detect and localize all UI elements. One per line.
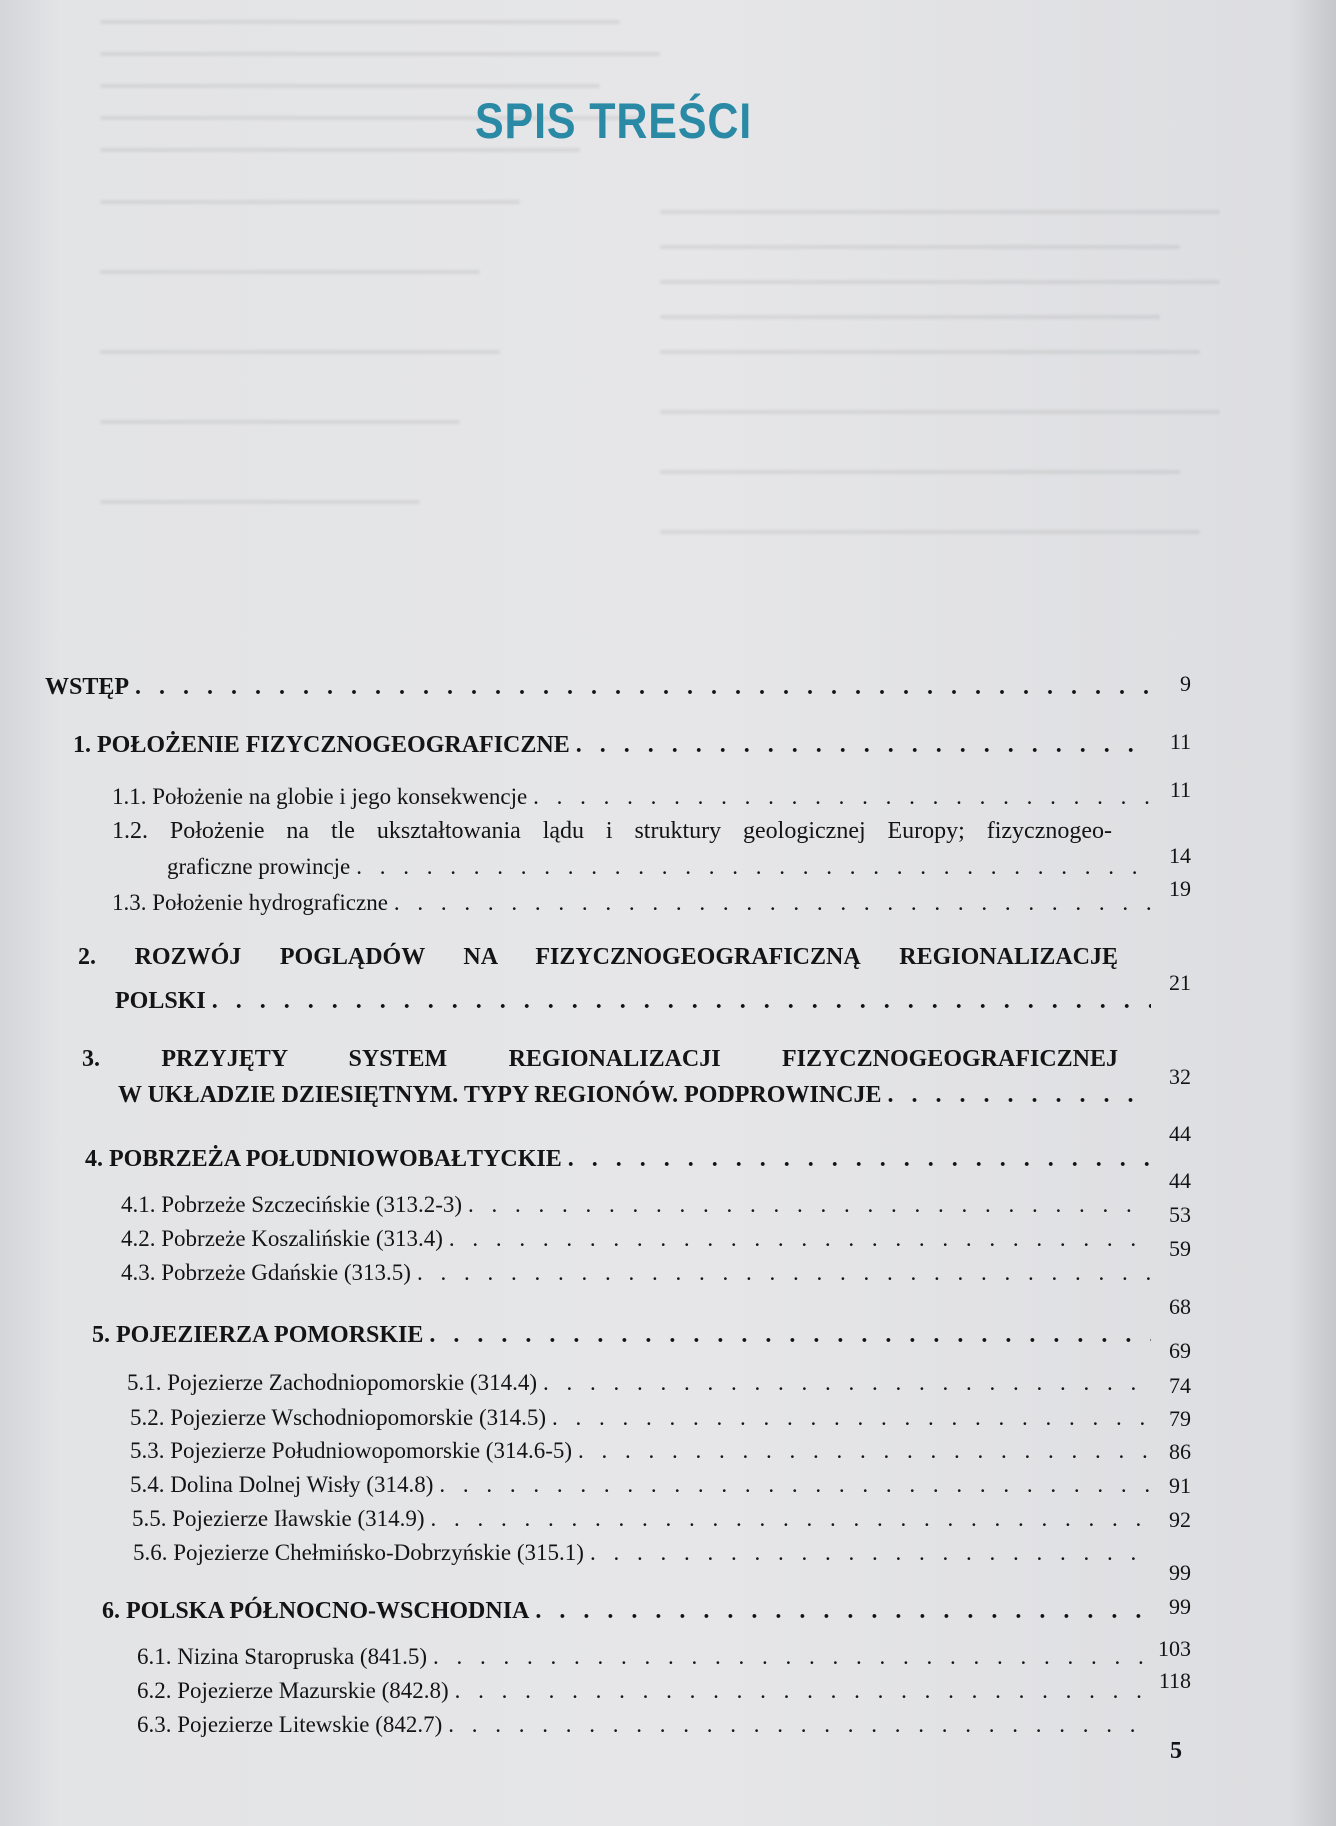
- toc-chapter-3[interactable]: [82, 1042, 1118, 1076]
- leader-dots: [356, 850, 1151, 884]
- toc-page-number: 14: [1169, 843, 1191, 868]
- leader-dots: [468, 1188, 1151, 1222]
- toc-entry-label: 5.2. Pojezierze Wschodniopomorskie (314.5): [130, 1405, 547, 1430]
- toc-entry-label: 1.1. Położenie na globie i jego konsekwencje: [112, 784, 528, 809]
- toc-entry-intro[interactable]: [45, 670, 1155, 704]
- toc-entry-label: 4.3. Pobrzeże Gdańskie (313.5): [121, 1260, 411, 1285]
- toc-chapter-3-cont[interactable]: [118, 1078, 1155, 1112]
- toc-entry-label: 5.6. Pojezierze Chełmińsko-Dobrzyńskie (315.1): [133, 1540, 584, 1565]
- toc-section-6-2[interactable]: [137, 1674, 1155, 1708]
- toc-page-number: 68: [1169, 1294, 1191, 1319]
- toc-section-5-2[interactable]: [130, 1401, 1155, 1435]
- toc-page-number: 32: [1169, 1064, 1191, 1089]
- toc-page-number: 118: [1158, 1668, 1191, 1693]
- toc-entry-label: 1. POŁOŻENIE FIZYCZNOGEOGRAFICZNE: [73, 732, 570, 758]
- toc-page-number: 92: [1169, 1507, 1191, 1532]
- toc-section-4-3[interactable]: [121, 1256, 1155, 1290]
- toc-entry-label: 5.5. Pojezierze Iławskie (314.9): [132, 1506, 425, 1531]
- toc-entry-label-line2: graficzne prowincje: [167, 854, 351, 879]
- toc-entry-label: 6.2. Pojezierze Mazurskie (842.8): [137, 1678, 449, 1703]
- leader-dots: [552, 1401, 1151, 1435]
- toc-section-5-1[interactable]: [127, 1366, 1155, 1400]
- toc-entry-label: 4.1. Pobrzeże Szczecińskie (313.2-3): [121, 1192, 463, 1217]
- toc-entry-label: WSTĘP: [45, 674, 130, 700]
- toc-page-number: 99: [1169, 1594, 1191, 1619]
- toc-entry-label: 6.1. Nizina Staropruska (841.5): [137, 1644, 427, 1669]
- leader-dots: [887, 1078, 1151, 1112]
- toc-entry-label-line2: POLSKI: [115, 988, 206, 1014]
- toc-chapter-5[interactable]: [92, 1318, 1155, 1352]
- leader-dots: [439, 1468, 1151, 1502]
- toc-page-number: 44: [1169, 1121, 1191, 1146]
- toc-page-number: 9: [1180, 671, 1191, 696]
- leader-dots: [590, 1536, 1151, 1570]
- toc-entry-label-line1: 3. PRZYJĘTY SYSTEM REGIONALIZACJI FIZYCZNOGEOGRAFICZNEJ: [82, 1046, 1118, 1072]
- toc-entry-label-line1: 1.2. Położenie na tle ukształtowania lądu i struktury geologicznej Europy; fizycznogeo-: [112, 818, 1112, 844]
- toc-page-number: 74: [1169, 1373, 1191, 1398]
- toc-page-number: 19: [1169, 876, 1191, 901]
- toc-entry-label: 4.2. Pobrzeże Koszalińskie (313.4): [121, 1226, 443, 1251]
- toc-section-5-5[interactable]: [132, 1502, 1155, 1536]
- leader-dots: [212, 984, 1151, 1018]
- toc-page-number: 69: [1169, 1338, 1191, 1363]
- leader-dots: [578, 1434, 1151, 1468]
- toc-entry-label-line1: 2. ROZWÓJ POGLĄDÓW NA FIZYCZNOGEOGRAFICZNĄ REGIONALIZACJĘ: [78, 944, 1118, 970]
- toc-entry-label: 4. POBRZEŻA POŁUDNIOWOBAŁTYCKIE: [85, 1146, 562, 1172]
- toc-page-number: 44: [1169, 1168, 1191, 1193]
- toc-section-4-2[interactable]: [121, 1222, 1155, 1256]
- toc-entry-label-line2: W UKŁADZIE DZIESIĘTNYM. TYPY REGIONÓW. PODPROWINCJE: [118, 1082, 882, 1108]
- leader-dots: [429, 1318, 1151, 1352]
- toc-section-6-3[interactable]: [137, 1708, 1155, 1742]
- toc-entry-label: 5.4. Dolina Dolnej Wisły (314.8): [130, 1472, 434, 1497]
- toc-section-1-3[interactable]: [112, 886, 1155, 920]
- leader-dots: [535, 1594, 1151, 1628]
- toc-section-1-2[interactable]: [112, 814, 1112, 848]
- toc-entry-label: 6.3. Pojezierze Litewskie (842.7): [137, 1712, 443, 1737]
- toc-chapter-4[interactable]: [85, 1142, 1155, 1176]
- toc-section-4-1[interactable]: [121, 1188, 1155, 1222]
- toc-section-5-3[interactable]: [130, 1434, 1155, 1468]
- leader-dots: [394, 886, 1151, 920]
- binding-shadow: [1290, 0, 1336, 1826]
- toc-entry-label: 5.3. Pojezierze Południowopomorskie (314.6-5): [130, 1438, 573, 1463]
- leader-dots: [433, 1640, 1151, 1674]
- leader-dots: [431, 1502, 1151, 1536]
- toc-entry-label: 1.3. Położenie hydrograficzne: [112, 890, 388, 915]
- leader-dots: [448, 1708, 1151, 1742]
- toc-section-5-4[interactable]: [130, 1468, 1155, 1502]
- leader-dots: [568, 1142, 1151, 1176]
- toc-page-number: 21: [1169, 970, 1191, 995]
- toc-page-number: 59: [1169, 1236, 1191, 1261]
- toc-chapter-6[interactable]: [102, 1594, 1155, 1628]
- leader-dots: [533, 780, 1151, 814]
- toc-page-number: 79: [1169, 1406, 1191, 1431]
- page-title: SPIS TREŚCI: [475, 93, 753, 149]
- toc-section-1-1[interactable]: [112, 780, 1155, 814]
- toc-chapter-2[interactable]: [78, 940, 1118, 974]
- toc-page-number: 103: [1158, 1636, 1191, 1661]
- toc-page-number: 86: [1169, 1439, 1191, 1464]
- toc-entry-label: 5. POJEZIERZA POMORSKIE: [92, 1322, 424, 1348]
- leader-dots: [417, 1256, 1151, 1290]
- leader-dots: [455, 1674, 1151, 1708]
- toc-chapter-1[interactable]: [73, 728, 1155, 762]
- page-number-folio: 5: [1170, 1738, 1182, 1764]
- toc-section-6-1[interactable]: [137, 1640, 1155, 1674]
- toc-chapter-2-cont[interactable]: [115, 984, 1155, 1018]
- toc-page-number: 91: [1169, 1473, 1191, 1498]
- toc-page-number: 11: [1169, 729, 1191, 754]
- leader-dots: [543, 1366, 1151, 1400]
- toc-section-5-6[interactable]: [133, 1536, 1155, 1570]
- leader-dots: [576, 728, 1151, 762]
- toc-page-number: 11: [1169, 777, 1191, 802]
- toc-entry-label: 6. POLSKA PÓŁNOCNO-WSCHODNIA: [102, 1598, 530, 1624]
- leader-dots: [449, 1222, 1151, 1256]
- toc-section-1-2-cont[interactable]: [167, 850, 1155, 884]
- toc-page-number: 53: [1169, 1202, 1191, 1227]
- toc-entry-label: 5.1. Pojezierze Zachodniopomorskie (314.4): [127, 1370, 538, 1395]
- toc-page-number: 99: [1169, 1560, 1191, 1585]
- leader-dots: [135, 670, 1151, 704]
